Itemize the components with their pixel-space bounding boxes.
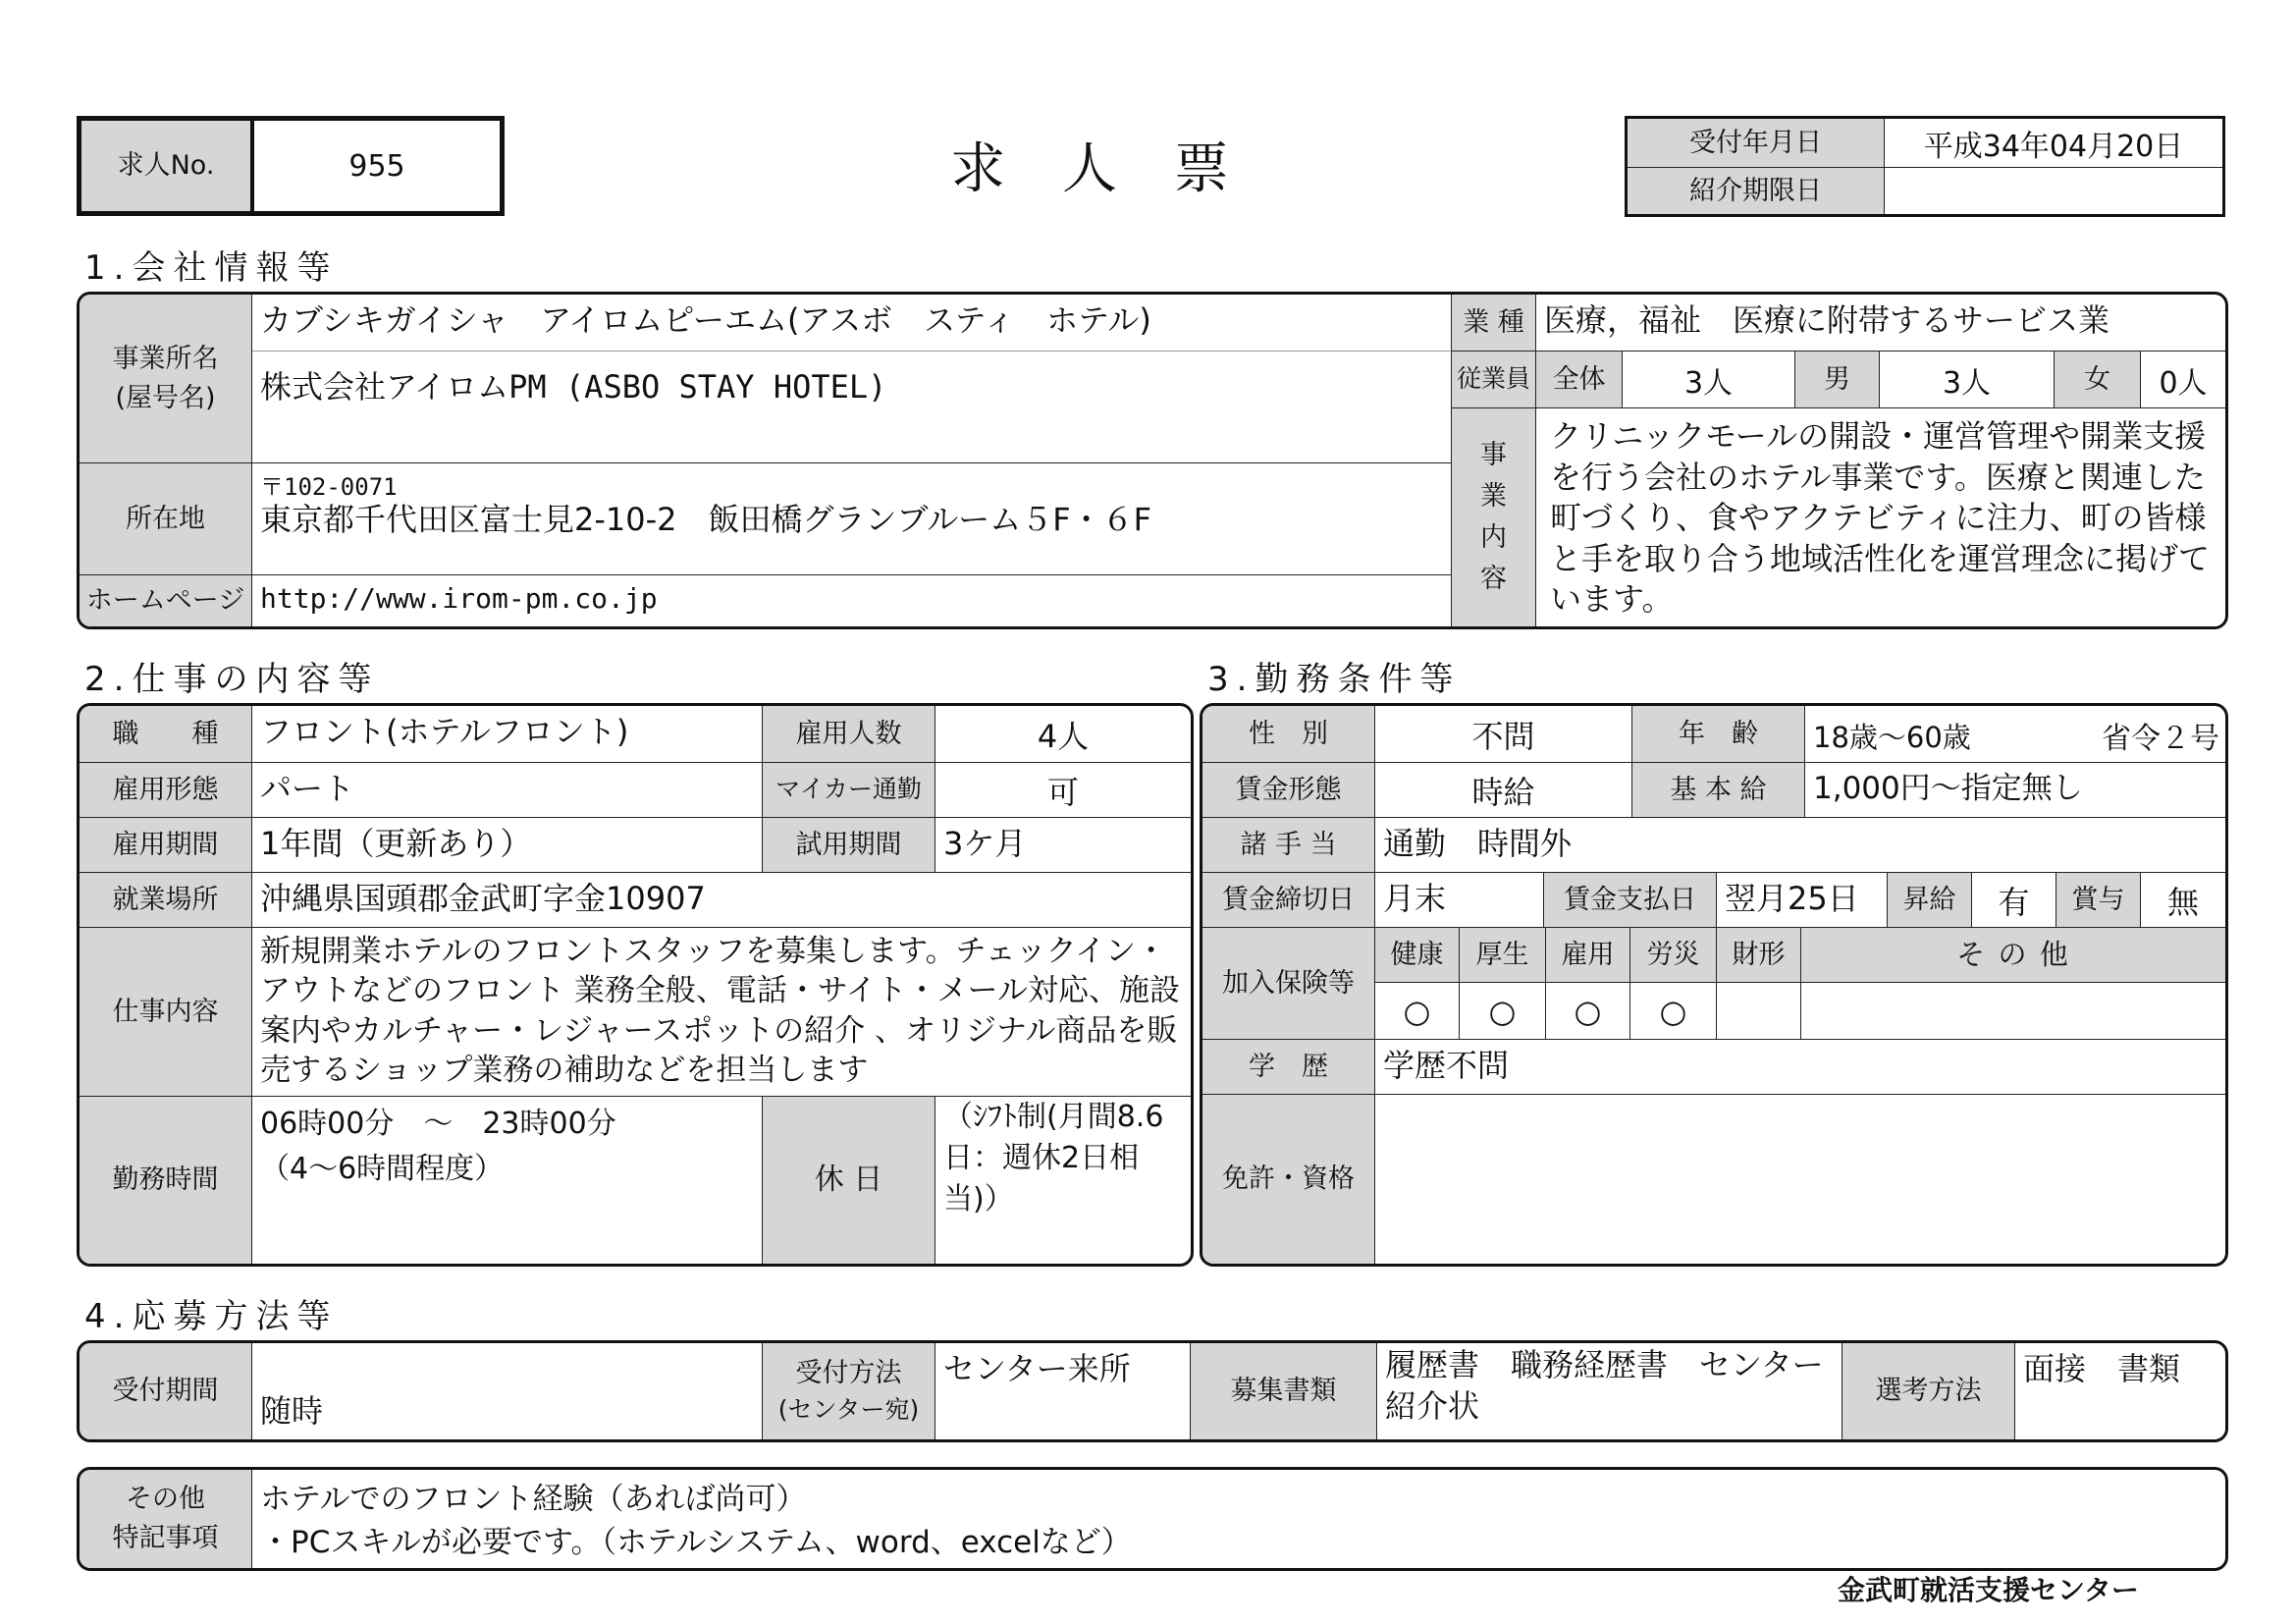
raise-label: 昇給 (1888, 873, 1972, 928)
holiday: （ｼﾌﾄ制(月間8.6日：週休2日相当)） (943, 1100, 1164, 1217)
bonus: 無 (2141, 873, 2225, 928)
employees-total: 3人 (1623, 352, 1795, 408)
hours-range: 06時00分 ～ 23時00分 (260, 1107, 616, 1141)
occupation: フロント(ホテルフロント) (252, 706, 763, 763)
age: 18歳～60歳 (1813, 721, 1971, 754)
gender-label: 性 別 (1202, 706, 1375, 763)
bonus-label: 賞与 (2056, 873, 2141, 928)
insurance-health-mark: ○ (1375, 983, 1460, 1040)
business-description: クリニックモールの開設・運営管理や開業支援を行う会社のホテル事業です。医療と関連した町づくり、食やアクテビティに注力、町の皆様と手を取り合う地域活性化を運営理念に掲げています。 (1550, 417, 2211, 619)
homepage-label: ホームページ (80, 575, 252, 626)
age-cell (1805, 706, 2225, 763)
postal-code: 〒102-0071 (260, 473, 398, 501)
section-apply-title: 4.応募方法等 (84, 1297, 339, 1336)
job-info-table (77, 703, 1194, 1267)
license (1375, 1095, 2225, 1264)
referral-deadline-label: 紹介期限日 (1628, 168, 1885, 214)
insurance-health-label: 健康 (1375, 928, 1460, 983)
insurance-label: 加入保険等 (1202, 928, 1375, 1040)
apply-period-cell (252, 1343, 763, 1439)
insurance-pension-label: 厚生 (1460, 928, 1546, 983)
holiday-label: 休 日 (763, 1097, 935, 1264)
occupation-label: 職 種 (80, 706, 252, 763)
selection-label: 選考方法 (1842, 1343, 2015, 1439)
received-date: 平成34年04月20日 (1885, 119, 2222, 168)
conditions-table (1200, 703, 2228, 1267)
education-label: 学 歴 (1202, 1040, 1375, 1095)
wage-type: 時給 (1375, 763, 1632, 818)
place-label: 就業場所 (80, 873, 252, 928)
insurance-pension-mark: ○ (1460, 983, 1546, 1040)
date-box (1625, 116, 2225, 217)
industry-label: 業 種 (1452, 295, 1536, 352)
allowance: 通勤 時間外 (1375, 818, 2225, 873)
payday-label: 賃金支払日 (1544, 873, 1717, 928)
insurance-saving-label: 財形 (1717, 928, 1801, 983)
hires: 4人 (935, 706, 1191, 763)
license-label: 免許・資格 (1202, 1095, 1375, 1264)
apply-method: センター来所 (935, 1343, 1191, 1439)
notes-line-1: ホテルでのフロント経験（あれば尚可） (260, 1482, 807, 1517)
company-name-kana: カブシキガイシャ アイロムピーエム(アスボ スティ ホテル) (252, 295, 1452, 352)
address-cell (252, 463, 1452, 575)
apply-method-label (763, 1343, 935, 1439)
received-date-label: 受付年月日 (1628, 119, 1885, 168)
apply-docs: 履歴書 職務経歴書 センター紹介状 (1377, 1343, 1842, 1439)
employees-male-label: 男 (1795, 352, 1880, 408)
closing: 月末 (1375, 873, 1544, 928)
apply-period-label: 受付期間 (80, 1343, 252, 1439)
referral-deadline (1885, 168, 2222, 214)
hours-cell (252, 1097, 763, 1264)
insurance-accident-label: 労災 (1630, 928, 1717, 983)
place: 沖縄県国頭郡金武町字金10907 (252, 873, 1191, 928)
section-job-title: 2.仕事の内容等 (84, 660, 380, 699)
employees-label: 従業員 (1452, 352, 1536, 408)
apply-docs-label: 募集書類 (1191, 1343, 1377, 1439)
insurance-other-value (1801, 983, 2225, 1040)
address-label: 所在地 (80, 463, 252, 575)
notes-line-2: ・PCスキルが必要です。（ホテルシステム、word、excelなど） (260, 1525, 1132, 1560)
age-label: 年 齢 (1632, 706, 1805, 763)
company-info-table (77, 292, 2228, 629)
insurance-employment-label: 雇用 (1546, 928, 1630, 983)
insurance-employment-mark: ○ (1546, 983, 1630, 1040)
raise: 有 (1972, 873, 2056, 928)
apply-method-label-sub: (センター宛) (777, 1395, 920, 1425)
insurance-other-label: そ の 他 (1801, 928, 2225, 983)
apply-period: 随時 (260, 1392, 324, 1430)
apply-method-label-main: 受付方法 (795, 1358, 902, 1389)
selection: 面接 書類 (2023, 1350, 2181, 1387)
company-name: 株式会社アイロムPM (ASBO STAY HOTEL) (252, 352, 1452, 463)
apply-table (77, 1340, 2228, 1442)
wage-type-label: 賃金形態 (1202, 763, 1375, 818)
employees-female: 0人 (2141, 352, 2225, 408)
section-conditions-title: 3.勤務条件等 (1207, 660, 1462, 699)
employees-total-label: 全体 (1536, 352, 1623, 408)
base-pay-label: 基 本 給 (1632, 763, 1805, 818)
closing-label: 賃金締切日 (1202, 873, 1375, 928)
section-company-title: 1.会社情報等 (84, 248, 339, 288)
page-title: 求 人 票 (950, 137, 1249, 201)
base-pay: 1,000円～指定無し (1805, 763, 2225, 818)
notes-table (77, 1467, 2228, 1571)
hires-label: 雇用人数 (763, 706, 935, 763)
job-number-label: 求人No. (81, 121, 254, 211)
education: 学歴不問 (1375, 1040, 2225, 1095)
employment-type-label: 雇用形態 (80, 763, 252, 818)
business-label: 事 業 内 容 (1452, 408, 1536, 626)
insurance-accident-mark: ○ (1630, 983, 1717, 1040)
notes-label: その他 特記事項 (80, 1470, 252, 1568)
hours-note: （4～6時間程度） (260, 1152, 505, 1186)
content-label: 仕事内容 (80, 928, 252, 1097)
payday: 翌月25日 (1717, 873, 1888, 928)
trial-label: 試用期間 (763, 818, 935, 873)
age-note: 省令２号 (2102, 722, 2219, 756)
homepage-link[interactable]: http://www.irom-pm.co.jp (252, 575, 1452, 626)
hours-label: 勤務時間 (80, 1097, 252, 1264)
gender: 不問 (1375, 706, 1632, 763)
address: 東京都千代田区富士見2-10-2 飯田橋グランブルーム５F・６F (260, 501, 1152, 538)
company-name-label: 事業所名 (屋号名) (80, 295, 252, 463)
insurance-saving-mark (1717, 983, 1801, 1040)
period: 1年間（更新あり） (252, 818, 763, 873)
mycar: 可 (935, 763, 1191, 818)
employment-type: パート (252, 763, 763, 818)
footer-center-name: 金武町就活支援センター (1838, 1574, 2139, 1606)
industry: 医療，福祉 医療に附帯するサービス業 (1536, 295, 2225, 352)
job-number: 955 (348, 148, 405, 184)
notes-cell (252, 1470, 2225, 1568)
allowance-label: 諸 手 当 (1202, 818, 1375, 873)
job-content: 新規開業ホテルのフロントスタッフを募集します。チェックイン・アウトなどのフロント 業務全般、電話・サイト・メール対応、施設案内やカルチャー・レジャースポットの紹介 、オリジナル商品を販売するショップ業務の補助などを担当します (252, 928, 1191, 1097)
trial: 3ケ月 (935, 818, 1191, 873)
period-label: 雇用期間 (80, 818, 252, 873)
job-number-box (77, 116, 505, 216)
mycar-label: マイカー通勤 (763, 763, 935, 818)
employees-male: 3人 (1880, 352, 2055, 408)
employees-female-label: 女 (2055, 352, 2141, 408)
